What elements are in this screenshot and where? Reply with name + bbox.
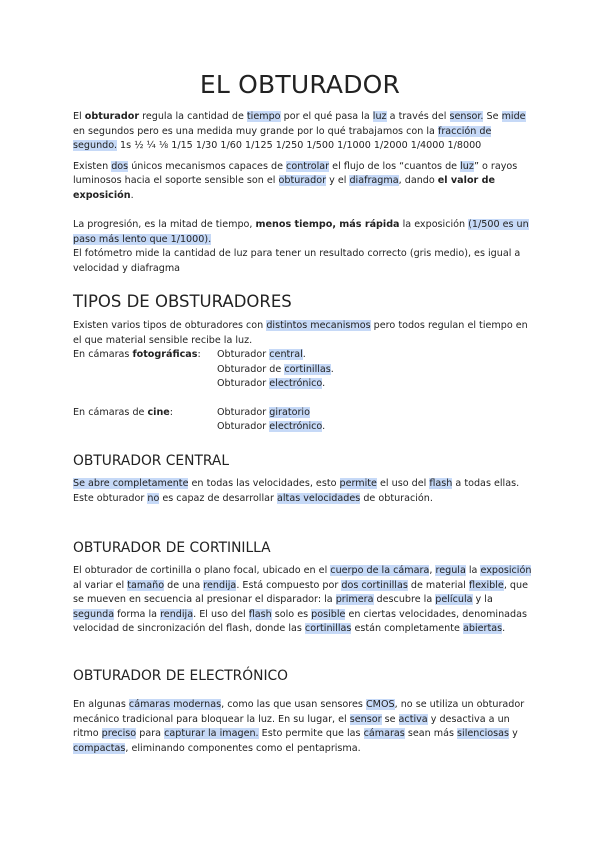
highlighted-text: rendija xyxy=(160,608,194,620)
highlighted-text: cuerpo de la cámara xyxy=(330,565,430,576)
text-run: Existen varios tipos de obturadores con xyxy=(73,320,267,331)
text-run: se xyxy=(381,713,399,725)
central-paragraph-2 xyxy=(73,492,533,507)
highlighted-text: cortinillas xyxy=(284,363,331,375)
list-row xyxy=(73,377,533,392)
text-run: . xyxy=(130,189,134,201)
text-run: de una xyxy=(164,579,204,591)
electronico-paragraph xyxy=(73,698,533,756)
row-label xyxy=(73,406,217,421)
text-run: , que se mueven en secuencia al presionar el disparador: la xyxy=(73,579,528,605)
row-value xyxy=(217,348,306,363)
highlighted-text: electrónico xyxy=(269,421,323,432)
row-label xyxy=(73,363,217,378)
tipos-paragraph xyxy=(73,319,533,348)
list-row xyxy=(73,420,533,435)
tipos-photo-list xyxy=(73,348,533,392)
text-run: para xyxy=(136,728,165,739)
row-value xyxy=(217,363,334,378)
text-run: Obturador xyxy=(217,378,270,389)
text-run: el flujo de los “cuantos de xyxy=(329,160,461,172)
highlighted-text: compactas xyxy=(73,742,126,754)
text-run: es capaz de desarrollar xyxy=(159,492,278,504)
text-run: . xyxy=(322,378,326,389)
highlighted-text: Se abre completamente xyxy=(73,478,189,489)
highlighted-text: preciso xyxy=(101,728,137,739)
highlighted-text: CMOS xyxy=(365,699,395,710)
text-run: Se xyxy=(483,111,502,122)
text-run: por el qué pasa la xyxy=(280,111,373,122)
intro-paragraph-1 xyxy=(73,110,533,154)
row-value xyxy=(217,420,325,435)
highlighted-text: dos xyxy=(111,160,129,172)
text-run: Obturador de xyxy=(217,363,285,375)
text-run: Existen xyxy=(73,160,112,172)
highlighted-text: rendija xyxy=(203,579,237,591)
bold-text: fotográficas xyxy=(132,349,198,360)
row-label xyxy=(73,420,217,435)
text-run: sean más xyxy=(404,728,458,739)
intro-section xyxy=(73,110,533,276)
text-run: En cámaras xyxy=(73,349,133,360)
highlighted-text: cortinillas xyxy=(304,623,352,634)
text-run: forma la xyxy=(114,608,161,620)
highlighted-text: electrónico xyxy=(269,378,323,389)
text-run: . El uso del xyxy=(193,608,249,620)
text-run: En cámaras de xyxy=(73,406,148,418)
list-row xyxy=(73,348,533,363)
cortinilla-heading: OBTURADOR DE CORTINILLA xyxy=(73,540,271,556)
text-run: Obturador xyxy=(217,421,270,432)
highlighted-text: permite xyxy=(339,478,377,489)
page-title: EL OBTURADOR xyxy=(199,70,401,99)
text-run: están completamente xyxy=(351,623,463,634)
text-run: : xyxy=(169,406,174,418)
row-value xyxy=(217,377,325,392)
central-section xyxy=(73,453,533,506)
text-run: . xyxy=(322,421,326,432)
text-run: , xyxy=(429,565,436,576)
highlighted-text: activa xyxy=(398,713,428,725)
text-run: y el xyxy=(326,175,350,186)
cortinilla-section xyxy=(73,540,533,637)
highlighted-text: no xyxy=(147,492,160,504)
tipos-heading: TIPOS DE OBSTURADORES xyxy=(73,292,292,311)
list-row xyxy=(73,363,533,378)
text-run: solo es xyxy=(271,608,312,620)
text-run: Obturador xyxy=(217,349,270,360)
highlighted-text: tamaño xyxy=(127,579,165,591)
text-run: : xyxy=(197,349,201,360)
highlighted-text: central xyxy=(269,349,303,360)
text-run: pero todos regulan el tiempo en el que material sensible recibe la luz. xyxy=(73,320,528,346)
intro-paragraph-2 xyxy=(73,160,533,204)
text-run: El fotómetro mide la cantidad de luz para tener un resultado correcto (gris medio), es igual a velocidad y diafragma xyxy=(73,248,521,274)
bold-text: menos tiempo, más rápida xyxy=(255,219,400,230)
highlighted-text: flexible xyxy=(469,579,504,591)
highlighted-text: tiempo xyxy=(246,111,281,122)
text-run: Este obturador xyxy=(73,492,148,504)
bold-text: obturador xyxy=(84,111,140,122)
highlighted-text: sensor xyxy=(349,713,382,725)
bold-text: cine xyxy=(147,406,170,418)
central-paragraph-1 xyxy=(73,477,533,492)
text-run: al variar el xyxy=(73,579,128,591)
text-run: en todas las velocidades, esto xyxy=(188,478,340,489)
intro-paragraph-3 xyxy=(73,218,533,247)
highlighted-text: capturar la imagen. xyxy=(164,728,259,739)
text-run: . Está compuesto por xyxy=(236,579,342,591)
electronico-heading: OBTURADOR DE ELECTRÓNICO xyxy=(73,668,289,684)
text-run: , eliminando componentes como el pentaprisma. xyxy=(125,742,361,754)
text-run: a todas ellas. xyxy=(452,478,520,489)
highlighted-text: segunda xyxy=(73,608,115,620)
text-run: regula la cantidad de xyxy=(139,111,247,122)
highlighted-text: regula xyxy=(435,565,466,576)
highlighted-text: diafragma xyxy=(349,175,399,186)
text-run: . xyxy=(502,623,506,634)
text-run: En algunas xyxy=(73,699,129,710)
cortinilla-paragraph xyxy=(73,564,533,637)
highlighted-text: luz xyxy=(372,111,387,122)
highlighted-text: controlar xyxy=(286,160,330,172)
text-run: de material xyxy=(407,579,470,591)
text-run: El xyxy=(73,111,85,122)
text-run: y xyxy=(509,728,518,739)
electronico-section xyxy=(73,668,533,756)
text-run: ” o rayos luminosos hacia el soporte sensible son el xyxy=(73,160,518,186)
text-run: . xyxy=(330,363,334,375)
text-run: únicos mecanismos capaces de xyxy=(128,160,287,172)
highlighted-text: dos cortinillas xyxy=(341,579,408,591)
highlighted-text: distintos mecanismos xyxy=(266,320,371,331)
text-run: la xyxy=(465,565,481,576)
highlighted-text: obturador xyxy=(278,175,327,186)
text-run: y desactiva a un ritmo xyxy=(73,713,510,739)
central-heading: OBTURADOR CENTRAL xyxy=(73,453,230,469)
highlighted-text: exposición xyxy=(480,565,532,576)
highlighted-text: giratorio xyxy=(269,406,310,418)
highlighted-text: fracción de segundo. xyxy=(73,125,492,151)
tipos-cine-list xyxy=(73,406,533,435)
text-run: El obturador de cortinilla o plano focal, ubicado en el xyxy=(73,565,331,576)
highlighted-text: silenciosas xyxy=(457,728,510,739)
text-run: . xyxy=(302,349,306,360)
highlighted-text: luz xyxy=(460,160,474,172)
highlighted-text: película xyxy=(435,594,473,605)
highlighted-text: flash xyxy=(429,478,453,489)
text-run: y la xyxy=(472,594,493,605)
text-run: , como las que usan sensores xyxy=(221,699,366,710)
highlighted-text: abiertas xyxy=(462,623,503,634)
highlighted-text: cámaras modernas xyxy=(128,699,222,710)
text-run: , no se utiliza un obturador mecánico tradicional para bloquear la luz. En su lugar, el xyxy=(73,699,525,725)
highlighted-text: altas velocidades xyxy=(277,492,361,504)
text-run: Esto permite que las xyxy=(258,728,364,739)
row-value xyxy=(217,406,310,421)
text-run: en ciertas velocidades, denominadas velocidad de sincronización del flash, donde las xyxy=(73,608,528,634)
row-label xyxy=(73,377,217,392)
bold-text: el valor de exposición xyxy=(73,175,495,201)
text-run: el uso del xyxy=(376,478,430,489)
text-run: a través del xyxy=(386,111,450,122)
highlighted-text: mide xyxy=(501,111,526,122)
tipos-section xyxy=(73,292,533,435)
highlighted-text: flash xyxy=(248,608,272,620)
highlighted-text: sensor. xyxy=(449,111,484,122)
text-run: en segundos pero es una medida muy grande por lo qué trabajamos con la xyxy=(73,125,438,137)
text-run: Obturador xyxy=(217,406,270,418)
text-run: , dando xyxy=(398,175,438,186)
highlighted-text: primera xyxy=(335,594,374,605)
text-run: de obturación. xyxy=(360,492,433,504)
intro-paragraph-4 xyxy=(73,247,533,276)
row-label xyxy=(73,348,217,363)
text-run: La progresión, es la mitad de tiempo, xyxy=(73,219,256,230)
highlighted-text: cámaras xyxy=(363,728,405,739)
text-run: la exposición xyxy=(399,219,469,230)
highlighted-text: posible xyxy=(311,608,346,620)
highlighted-text: (1/500 es un paso más lento que 1/1000). xyxy=(73,219,529,245)
text-run: descubre la xyxy=(373,594,436,605)
list-row xyxy=(73,406,533,421)
text-run: 1s ½ ¼ ⅛ 1/15 1/30 1/60 1/125 1/250 1/500 1/1000 1/2000 1/4000 1/8000 xyxy=(117,140,482,151)
